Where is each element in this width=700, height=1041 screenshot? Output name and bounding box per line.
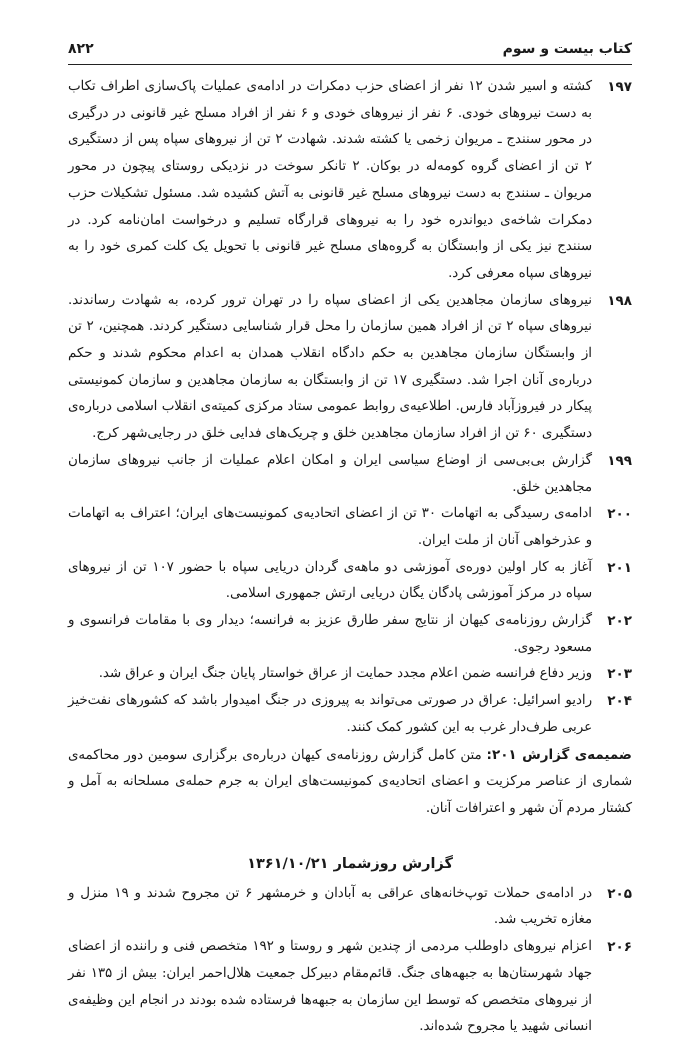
entry-203 bbox=[68, 661, 632, 688]
entry-text: گزارش بی‌بی‌سی از اوضاع سیاسی ایران و امکان اعلام عملیات از جانب نیروهای سازمان مجاهدین خلق. bbox=[68, 452, 592, 495]
entry-number: ۲۰۵ bbox=[607, 885, 632, 902]
entry-number: ۱۹۷ bbox=[607, 79, 632, 95]
page-header bbox=[68, 36, 632, 65]
appendix-text: متن کامل گزارش روزنامه‌ی کیهان درباره‌ی برگزاری سومین دور محاکمه‌ی شماری از عناصر مرکزیت و اعضای اتحادیه‌ی کمونیست‌های ایران به جرم حمله‌ی مسلحانه به آمل و کشتار مردم آن شهر و اعترافات آنان. bbox=[68, 747, 632, 816]
appendix-label: ضمیمه‌ی گزارش ۲۰۱: bbox=[486, 746, 632, 763]
entry-197 bbox=[68, 74, 632, 288]
page-content bbox=[68, 74, 632, 1041]
entry-201 bbox=[68, 555, 632, 608]
entry-202 bbox=[68, 608, 632, 661]
entry-205 bbox=[68, 881, 632, 934]
appendix-entry bbox=[68, 742, 632, 823]
entry-number: ۲۰۱ bbox=[607, 559, 632, 576]
entry-204 bbox=[68, 688, 632, 741]
entry-text: گزارش روزنامه‌ی کیهان از نتایج سفر طارق عزیز به فرانسه؛ دیدار وی با مقامات فرانسوی و مسعود رجوی. bbox=[68, 613, 592, 655]
entry-199 bbox=[68, 448, 632, 501]
entry-text: اعزام نیروهای داوطلب مردمی از چندین شهر و روستا و ۱۹۲ متخصص فنی و راننده از اعضای جهاد شهرستان‌ها به جبهه‌های جنگ. قائم‌مقام دبیرکل جمعیت هلال‌احمر ایران: بیش از ۱۳۵ نفر از نیروهای متخصص که توسط این سازمان به جبهه‌ها فرستاده شده بودند در انجام این وظیفه‌ی انسانی شهید یا مجروح شده‌اند. bbox=[68, 939, 593, 1035]
entry-text: در ادامه‌ی حملات توپ‌خانه‌های عراقی به آبادان و خرمشهر ۶ تن مجروح شدند و ۱۹ منزل و مغازه تخریب شد. bbox=[68, 885, 592, 928]
entry-200 bbox=[68, 501, 632, 554]
entry-number: ۲۰۶ bbox=[607, 939, 632, 956]
entry-text: آغاز به کار اولین دوره‌ی آموزشی دو ماهه‌ی گردان دریایی سپاه با حضور ۱۰۷ تن از نیروهای سپاه در مرکز آموزشی پادگان یگان دریایی ارتش جمهوری اسلامی. bbox=[68, 559, 592, 602]
entry-number: ۲۰۴ bbox=[607, 693, 632, 710]
entry-number: ۲۰۰ bbox=[607, 506, 632, 523]
entry-text: نیروهای سازمان مجاهدین یکی از اعضای سپاه را در تهران ترور کرده، به شهادت رساندند. نیروهای سپاه ۲ تن از افراد همین سازمان را محل قرار شناسایی دستگیر کردند. همچنین، ۲ تن از وابستگان سازمان مجاهدین به حکم دادگاه انقلاب همدان به اعدام محکوم شدند و حکم درباره‌ی آنان اجرا شد. دستگیری ۱۷ تن از وابستگان به سازمان مجاهدین و سازمان کمونیستی پیکار در فیروزآباد فارس. اطلاعیه‌ی روابط عمومی ستاد مرکزی کمیته‌ی انقلاب اسلامی درباره‌ی دستگیری ۶۰ تن از افراد سازمان مجاهدین خلق و چریک‌های فدایی خلق در رجایی‌شهر کرج. bbox=[68, 292, 593, 442]
entry-text: وزیر دفاع فرانسه ضمن اعلام مجدد حمایت از عراق خواستار پایان جنگ ایران و عراق شد. bbox=[98, 666, 592, 682]
daily-report-title: گزارش روزشمار ۱۳۶۱/۱۰/۲۱ bbox=[247, 855, 453, 872]
entry-text: رادیو اسرائیل: عراق در صورتی می‌تواند به پیروزی در جنگ امیدوار باشد که کشورهای نفت‌خیز عربی طرف‌دار غرب به این کشور کمک کنند. bbox=[68, 693, 592, 735]
entry-number: ۱۹۹ bbox=[607, 452, 632, 469]
entry-number: ۱۹۸ bbox=[607, 292, 632, 309]
book-title: کتاب بیست و سوم bbox=[502, 41, 632, 57]
entry-text: کشته و اسیر شدن ۱۲ نفر از اعضای حزب دمکرات در ادامه‌ی عملیات پاک‌سازی اطراف تکاب به دست نیروهای خودی. ۶ نفر از نیروهای خودی و ۶ نفر از افراد مسلح غیر قانونی در درگیری در محور سنندج ـ مریوان زخمی یا کشته شدند. شهادت ۲ تن از نیروهای سپاه پس از دستگیری ۲ تن از اعضای گروه کومه‌له در بوکان. ۲ تانکر سوخت در نزدیکی روستای پیچون در محور مریوان ـ سنندج به دست نیروهای مسلح غیر قانونی به آتش کشیده شد. مسئول تشکیلات حزب دمکرات شاخه‌ی دیواندره خود را به نیروهای قرارگاه تسلیم و درخواست امان‌نامه کرد. در سنندج نیز یکی از وابستگان به گروه‌های مسلح غیر قانونی با تحویل یک کلت کمری خود را به نیروهای سپاه معرفی کرد. bbox=[68, 79, 593, 281]
entry-206 bbox=[68, 934, 632, 1041]
entry-198 bbox=[68, 288, 632, 448]
entry-number: ۲۰۲ bbox=[607, 613, 632, 630]
entry-text: ادامه‌ی رسیدگی به اتهامات ۳۰ تن از اعضای اتحادیه‌ی کمونیست‌های ایران؛ اعتراف به اتهامات و عذرخواهی آنان از ملت ایران. bbox=[68, 506, 592, 548]
page-number: ۸۲۲ bbox=[68, 41, 94, 57]
entry-number: ۲۰۳ bbox=[607, 666, 632, 683]
